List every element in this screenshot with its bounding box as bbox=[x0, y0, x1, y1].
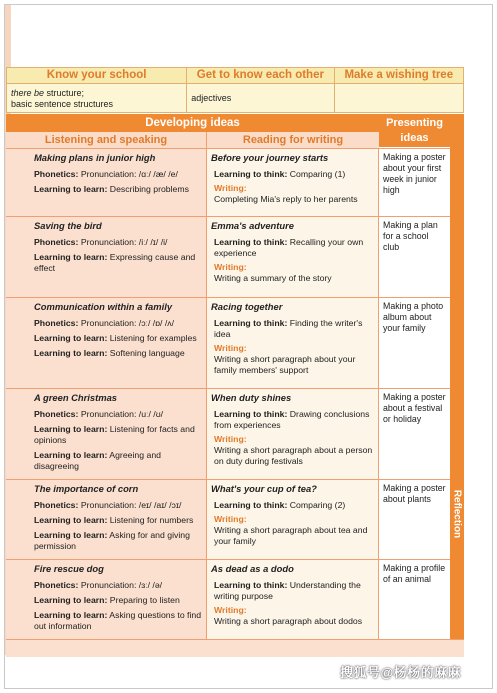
learning-label: Learning to learn: bbox=[34, 530, 108, 540]
listening-speaking-cell bbox=[6, 149, 207, 216]
listening-title: Making plans in junior high bbox=[34, 152, 156, 163]
learning-label: Learning to learn: bbox=[34, 424, 108, 434]
think-value: Finding the writer's idea bbox=[214, 318, 363, 339]
writing-label: Writing: bbox=[214, 183, 247, 193]
reading-writing-cell bbox=[207, 389, 379, 479]
writing-label: Writing: bbox=[214, 605, 247, 615]
presenting-cell: Making a photo album about your family bbox=[379, 298, 450, 388]
learning-to-think-line bbox=[214, 580, 375, 602]
learning-to-learn-line bbox=[34, 610, 202, 632]
unit-row bbox=[6, 148, 450, 216]
unit-row bbox=[6, 388, 450, 479]
presenting-cell: Making a profile of an animal bbox=[379, 560, 450, 639]
reading-title: When duty shines bbox=[211, 392, 292, 403]
learning-value: Listening for numbers bbox=[107, 515, 194, 525]
writing-value: Completing Mia's reply to her parents bbox=[214, 194, 358, 204]
phonetics-value: Pronunciation: /ɔː/ /ɒ/ /ʌ/ bbox=[78, 318, 175, 328]
reflection-label bbox=[450, 444, 464, 584]
learning-label: Learning to learn: bbox=[34, 333, 108, 343]
learning-to-learn-line bbox=[34, 450, 202, 472]
writing-label: Writing: bbox=[214, 262, 247, 272]
unit-row bbox=[6, 216, 450, 297]
learning-to-think-line bbox=[214, 237, 375, 259]
think-value: Comparing (2) bbox=[287, 500, 346, 510]
top-header-row bbox=[6, 67, 464, 84]
learning-value: Listening for facts and opinions bbox=[34, 424, 195, 445]
learning-to-think-line bbox=[214, 169, 375, 180]
learning-to-learn-line bbox=[34, 530, 202, 552]
learning-label: Learning to learn: bbox=[34, 515, 108, 525]
reading-writing-cell bbox=[207, 149, 379, 216]
reading-title: Before your journey starts bbox=[211, 152, 329, 163]
learning-value: Describing problems bbox=[107, 184, 189, 194]
phonetics-label: Phonetics: bbox=[34, 169, 79, 179]
learning-value: Preparing to listen bbox=[107, 595, 180, 605]
reading-writing-cell bbox=[207, 480, 379, 559]
unit-header-know-your-school: Know your school bbox=[7, 68, 187, 83]
watermark: 搜狐号@杨杨的麻麻 bbox=[340, 665, 462, 680]
learning-value: Agreeing and disagreeing bbox=[34, 450, 161, 471]
think-label: Learning to think: bbox=[214, 169, 288, 179]
learning-label: Learning to learn: bbox=[34, 450, 108, 460]
think-value: Comparing (1) bbox=[287, 169, 346, 179]
listening-speaking-cell bbox=[6, 298, 207, 388]
phonetics-value: Pronunciation: /iː/ /ɪ/ /i/ bbox=[78, 237, 168, 247]
writing-value: Writing a short paragraph about your family members' support bbox=[214, 354, 356, 375]
unit-header-wishing-tree: Make a wishing tree bbox=[344, 69, 454, 81]
reading-writing-cell bbox=[207, 560, 379, 639]
there-be-text: there be bbox=[11, 88, 45, 98]
listening-title: A green Christmas bbox=[34, 392, 118, 403]
phonetics-line bbox=[34, 409, 202, 420]
learning-label: Learning to learn: bbox=[34, 348, 108, 358]
learning-to-learn-line bbox=[34, 252, 202, 274]
listening-speaking-cell bbox=[6, 480, 207, 559]
listening-title: Saving the bird bbox=[34, 220, 102, 231]
learning-to-think-line bbox=[214, 500, 375, 511]
learning-to-learn-line bbox=[34, 515, 202, 526]
listening-title: Communication within a family bbox=[34, 301, 173, 312]
phonetics-line bbox=[34, 318, 202, 329]
learning-to-learn-line bbox=[34, 348, 202, 359]
phonetics-label: Phonetics: bbox=[34, 237, 79, 247]
phonetics-value: Pronunciation: /ɜː/ /ə/ bbox=[78, 580, 163, 590]
phonetics-label: Phonetics: bbox=[34, 500, 79, 510]
learning-label: Learning to learn: bbox=[34, 610, 108, 620]
think-label: Learning to think: bbox=[214, 500, 288, 510]
phonetics-label: Phonetics: bbox=[34, 580, 79, 590]
reading-writing-cell bbox=[207, 298, 379, 388]
unit-row bbox=[6, 297, 450, 388]
reflection-text: Reflection bbox=[451, 489, 463, 539]
learning-label: Learning to learn: bbox=[34, 252, 108, 262]
reading-title: Emma's adventure bbox=[211, 220, 294, 231]
phonetics-value: Pronunciation: /ɑː/ /æ/ /e/ bbox=[78, 169, 178, 179]
learning-value: Listening for examples bbox=[107, 333, 197, 343]
reading-title: What's your cup of tea? bbox=[211, 483, 317, 494]
bottom-band bbox=[6, 639, 464, 657]
learning-label: Learning to learn: bbox=[34, 595, 108, 605]
learning-to-think-line bbox=[214, 318, 375, 340]
presenting-ideas-header: Presenting ideas bbox=[379, 114, 450, 147]
writing-label: Writing: bbox=[214, 434, 247, 444]
top-units-table bbox=[6, 67, 464, 113]
writing-value: Writing a short paragraph about a person on duty during festivals bbox=[214, 445, 373, 466]
learning-to-learn-line bbox=[34, 595, 202, 606]
listening-title: The importance of corn bbox=[34, 483, 139, 494]
phonetics-label: Phonetics: bbox=[34, 318, 79, 328]
basic-structures-text: basic sentence structures bbox=[11, 99, 114, 109]
writing-value: Writing a short paragraph about tea and your family bbox=[214, 525, 368, 546]
think-label: Learning to think: bbox=[214, 318, 288, 328]
reading-writing-header: Reading for writing bbox=[207, 132, 379, 148]
phonetics-value: Pronunciation: /eɪ/ /aɪ/ /ɔɪ/ bbox=[78, 500, 182, 510]
learning-to-think-line bbox=[214, 409, 375, 431]
writing-label: Writing: bbox=[214, 343, 247, 353]
unit-header-get-to-know: Get to know each other bbox=[187, 68, 334, 83]
phonetics-line bbox=[34, 237, 202, 248]
structure-text: structure; bbox=[44, 88, 85, 98]
grammar-cell-3 bbox=[335, 84, 463, 112]
unit-row bbox=[6, 559, 450, 639]
presenting-cell: Making a poster about plants bbox=[379, 480, 450, 559]
phonetics-value: Pronunciation: /uː/ /ʊ/ bbox=[78, 409, 164, 419]
reading-writing-cell bbox=[207, 217, 379, 297]
writing-label: Writing: bbox=[214, 514, 247, 524]
presenting-cell: Making a plan for a school club bbox=[379, 217, 450, 297]
think-value: Understanding the writing purpose bbox=[214, 580, 361, 601]
learning-value: Softening language bbox=[107, 348, 185, 358]
reading-title: As dead as a dodo bbox=[211, 563, 294, 574]
listening-speaking-cell bbox=[6, 560, 207, 639]
learning-label: Learning to learn: bbox=[34, 184, 108, 194]
think-label: Learning to think: bbox=[214, 409, 288, 419]
learning-value: Asking questions to find out information bbox=[34, 610, 202, 631]
listening-speaking-cell bbox=[6, 217, 207, 297]
main-table bbox=[6, 114, 464, 639]
presenting-cell: Making a poster about your first week in junior high bbox=[379, 149, 450, 216]
unit-row bbox=[6, 479, 450, 559]
writing-value: Writing a short paragraph about dodos bbox=[214, 616, 363, 626]
phonetics-line bbox=[34, 169, 202, 180]
listening-speaking-cell bbox=[6, 389, 207, 479]
think-label: Learning to think: bbox=[214, 237, 288, 247]
grammar-cell-2: adjectives bbox=[187, 84, 334, 112]
listening-title: Fire rescue dog bbox=[34, 563, 104, 574]
phonetics-line bbox=[34, 580, 202, 591]
learning-to-learn-line bbox=[34, 424, 202, 446]
presenting-cell: Making a poster about a festival or holiday bbox=[379, 389, 450, 479]
reading-title: Racing together bbox=[211, 301, 283, 312]
learning-to-learn-line bbox=[34, 333, 202, 344]
think-value: Recalling your own experience bbox=[214, 237, 364, 258]
listening-speaking-header: Listening and speaking bbox=[6, 132, 207, 148]
learning-to-learn-line bbox=[34, 184, 202, 195]
learning-value: Asking for and giving permission bbox=[34, 530, 190, 551]
phonetics-line bbox=[34, 500, 202, 511]
think-value: Drawing conclusions from experiences bbox=[214, 409, 370, 430]
grammar-cell-1 bbox=[7, 84, 187, 112]
learning-value: Expressing cause and effect bbox=[34, 252, 196, 273]
writing-value: Writing a summary of the story bbox=[214, 273, 332, 283]
phonetics-label: Phonetics: bbox=[34, 409, 79, 419]
developing-ideas-header: Developing ideas bbox=[6, 114, 379, 132]
think-label: Learning to think: bbox=[214, 580, 288, 590]
top-body-row bbox=[6, 84, 464, 113]
